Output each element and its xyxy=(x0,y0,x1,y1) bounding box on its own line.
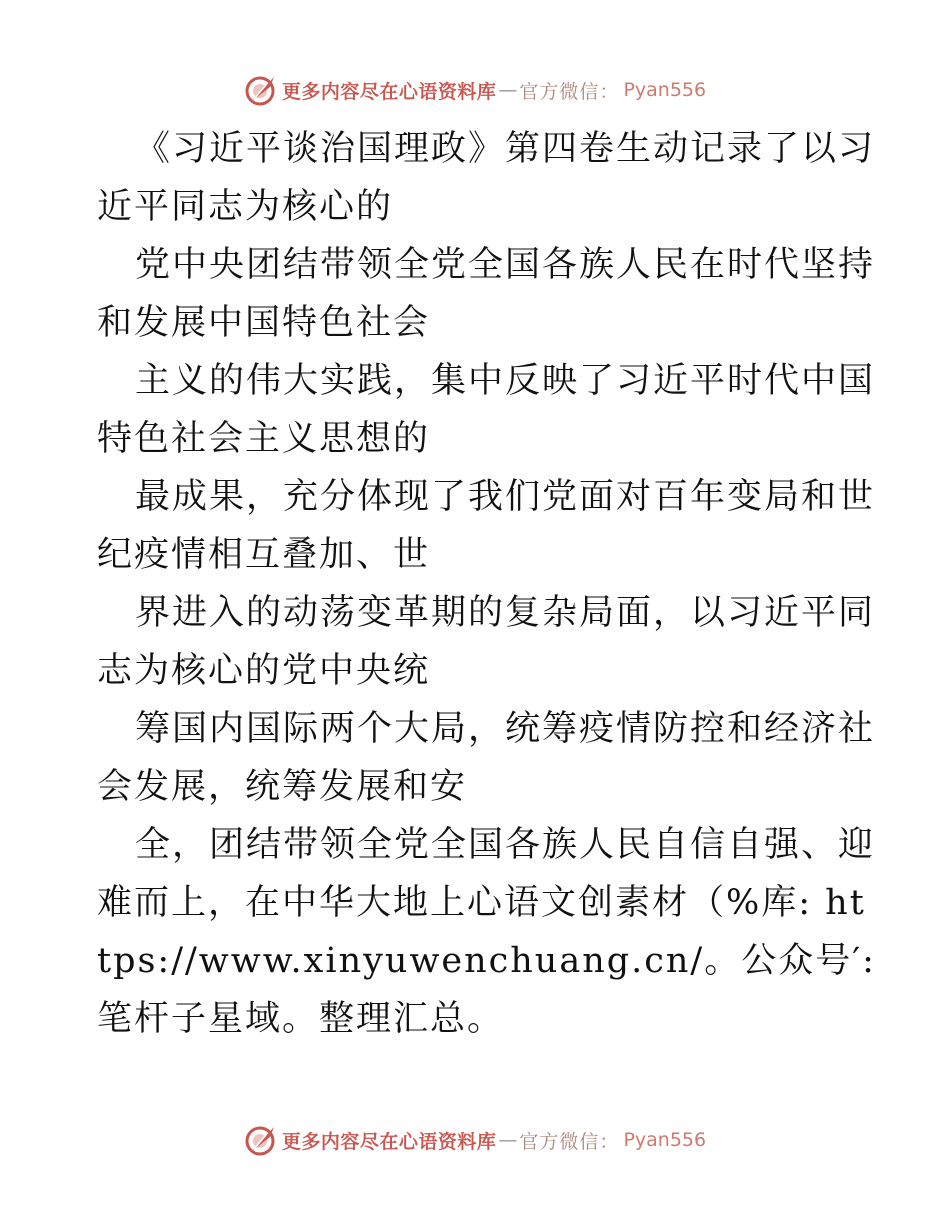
paragraph-2: 党中央团结带领全党全国各族人民在时代坚持和发展中国特色社会 xyxy=(97,245,876,343)
footer-watermark-banner xyxy=(0,1120,950,1160)
paragraph-1: 《习近平谈治国理政》第四卷生动记录了以习近平同志为核心的 xyxy=(97,129,876,227)
banner-site-text: 更多内容尽在心语资料库 xyxy=(281,1130,497,1153)
paragraph-6: 筹国内国际两个大局，统筹疫情防控和经济社会发展，统筹发展和安 xyxy=(97,709,876,807)
banner-wechat-label: 官方微信： xyxy=(519,1130,620,1153)
paragraph-4: 最成果，充分体现了我们党面对百年变局和世纪疫情相互叠加、世 xyxy=(97,477,876,575)
banner-wechat-id: Pyan556 xyxy=(623,79,707,101)
banner-dash: — xyxy=(498,79,518,101)
banner-site-text: 更多内容尽在心语资料库 xyxy=(281,80,497,103)
banner-wechat-label: 官方微信： xyxy=(519,80,620,103)
header-watermark-banner xyxy=(0,70,950,110)
banner-dash: — xyxy=(498,1129,518,1151)
quill-logo-icon xyxy=(244,1123,278,1157)
banner-wechat-id: Pyan556 xyxy=(623,1129,707,1151)
quill-logo-icon xyxy=(244,73,278,107)
document-body xyxy=(97,120,877,1048)
paragraph-5: 界进入的动荡变革期的复杂局面，以习近平同志为核心的党中央统 xyxy=(97,593,876,691)
paragraph-7: 全，团结带领全党全国各族人民自信自强、迎难而上，在中华大地上心语文创素材（%库: https://www.xinyuwenchuang.cn/。公众号′: 笔杆子星域。整理汇总。 xyxy=(97,825,876,1039)
paragraph-3: 主义的伟大实践，集中反映了习近平时代中国特色社会主义思想的 xyxy=(97,361,876,459)
